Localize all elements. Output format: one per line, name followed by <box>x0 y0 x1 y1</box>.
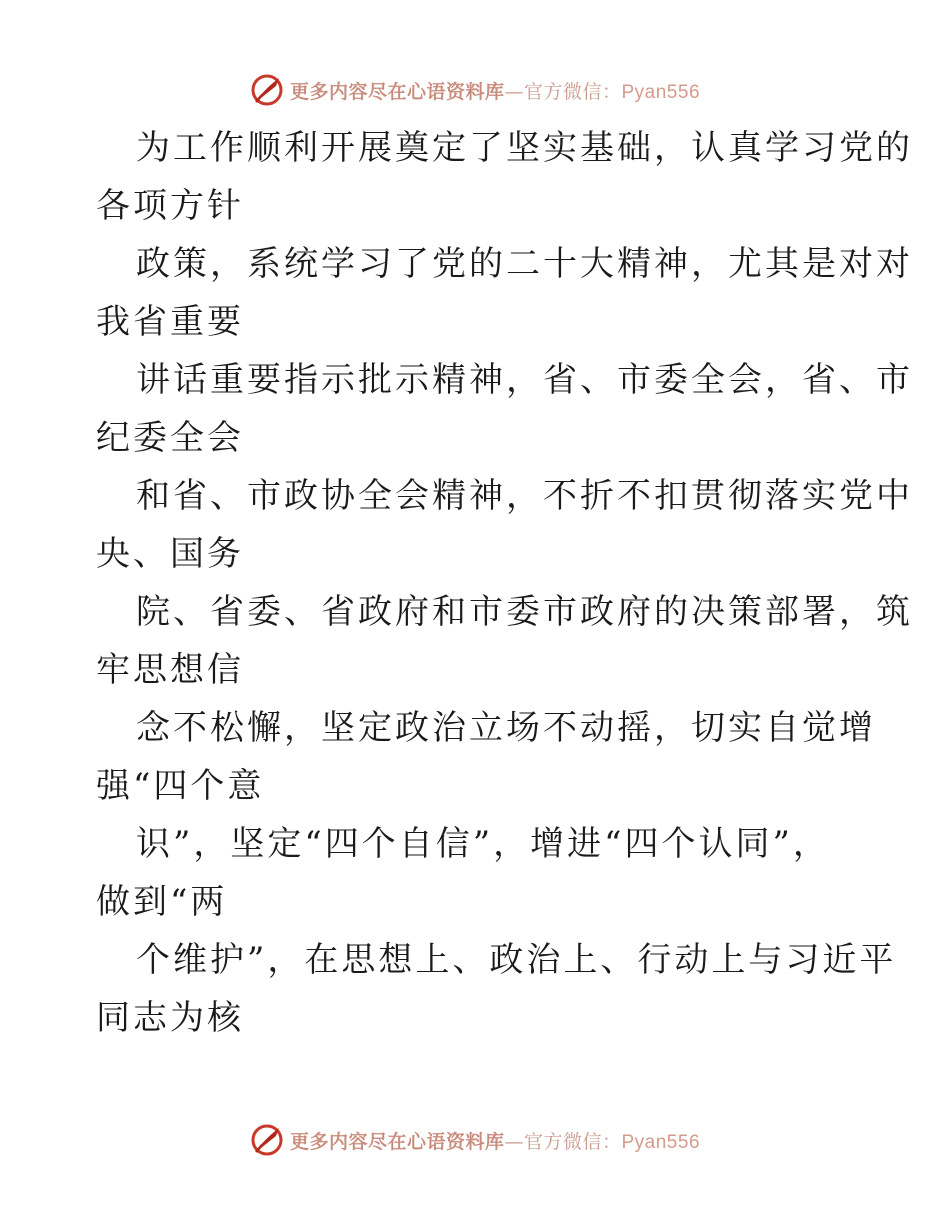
watermark-separator: — <box>504 80 524 103</box>
watermark-text <box>290 1127 700 1154</box>
quill-logo-icon <box>250 73 284 107</box>
paragraph-line: 和省、市政协全会精神，不折不扣贯彻落实党中 <box>136 476 913 516</box>
paragraph-line: 同志为核 <box>96 998 244 1038</box>
quill-logo-icon <box>250 1123 284 1157</box>
paragraph-line: 做到“两 <box>96 882 228 922</box>
paragraph-line: 识”，坚定“四个自信”，增进“四个认同”， <box>136 824 830 864</box>
paragraph-line: 个维护”，在思想上、政治上、行动上与习近平 <box>136 940 897 980</box>
watermark-account: Pyan556 <box>621 1131 701 1153</box>
paragraph-line: 各项方针 <box>96 186 244 226</box>
paragraph-line: 政策，系统学习了党的二十大精神，尤其是对对 <box>136 244 913 284</box>
paragraph-line: 牢思想信 <box>96 650 244 690</box>
paragraph-line: 讲话重要指示批示精神，省、市委全会，省、市 <box>136 360 913 400</box>
watermark-separator: — <box>504 1130 524 1153</box>
paragraph-line: 念不松懈，坚定政治立场不动摇，切实自觉增 <box>136 708 876 748</box>
watermark-brand: 更多内容尽在心语资料库 <box>289 80 505 103</box>
watermark-footer <box>0 1120 950 1160</box>
paragraph-line: 我省重要 <box>96 302 244 342</box>
paragraph-line: 为工作顺利开展奠定了坚实基础，认真学习党的 <box>136 128 913 168</box>
watermark-header <box>0 70 950 110</box>
paragraph-line: 强“四个意 <box>96 766 265 806</box>
paragraph-line: 央、国务 <box>96 534 244 574</box>
watermark-account: Pyan556 <box>621 81 701 103</box>
watermark-text <box>290 77 700 104</box>
paragraph-line: 院、省委、省政府和市委市政府的决策部署，筑 <box>136 592 913 632</box>
watermark-official: 官方微信： <box>523 80 622 103</box>
watermark-official: 官方微信： <box>523 1130 622 1153</box>
paragraph-line: 纪委全会 <box>96 418 244 458</box>
watermark-brand: 更多内容尽在心语资料库 <box>289 1130 505 1153</box>
